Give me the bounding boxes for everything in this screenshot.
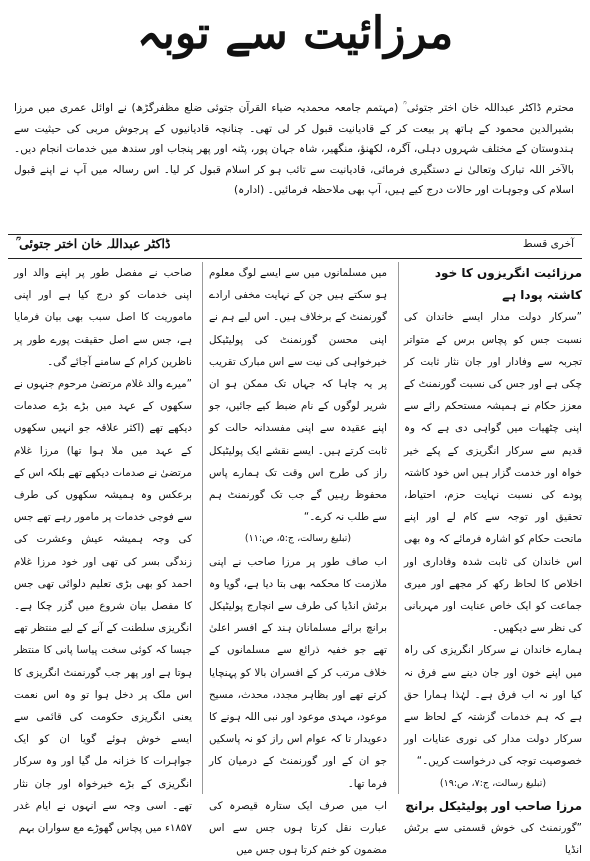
column-divider	[398, 262, 399, 794]
byline-divider	[8, 258, 582, 259]
column-heading: مرزا صاحب اور پولیٹیکل برانچ	[405, 798, 582, 813]
body-paragraph: ”میرے والد غلام مرتضیٰ مرحوم جنہوں نے سکھوں کے عہد میں بڑے بڑے صدمات دیکھے تھے (اکثر علاقہ جو انہیں سکھوں کے عہد میں ملا ہوا تھا) مرزا غلام مرتضیٰ نے صدمات دیکھے تھے بلکہ اس کے برعکس وہ ہمیشہ سکھوں کی طرف سے فوجی خدمات پر مامور رہے تھے جس کی وجہ ہمیشہ عیش وعشرت کی زندگی بسر کی تھی اور خود مرزا غلام احمد کو بھی بڑی تعلیم دلوائی تھی جس کا مفصل بیان شروع میں گزر چکا ہے۔ انگریزی سلطنت کے آنے کے لیے منتظر تھے جیسا کہ کوئی سخت پیاسا پانی کا منتظر ہوتا ہے اور پھر جب گورنمنٹ انگریزی کا اس ملک پر دخل ہوا تو وہ اس نعمت یعنی انگریزی حکومت کی قائمی سے ایسے خوش ہوئے گویا ان کو ایک جواہرات کا خزانہ مل گیا اور وہ سرکار انگریزی کے بڑے خیرخواہ اور جان نثار تھے۔ اسی وجہ سے انہوں نے ایام غدر ۱۸۵۷ء میں پچاس گھوڑے مع سواران بہم	[14, 378, 192, 835]
body-paragraph: اب میں صرف ایک ستارہ قیصرہ کی عبارت نقل کرتا ہوں جس سے اس مضمون کو ختم کرتا ہوں جس میں	[209, 799, 387, 857]
top-divider	[8, 234, 582, 235]
author-byline: ڈاکٹر عبداللہ خان اختر جتوئی ؒ	[16, 236, 171, 251]
citation: (تبلیغ رسالت، ج:۷، ص:۱۹)	[439, 777, 547, 789]
article-title: مرزائیت سے توبہ	[136, 8, 454, 59]
part-label: آخری قسط	[522, 238, 574, 250]
body-paragraph: میں مسلمانوں میں سے ایسے لوگ معلوم ہو سکتے ہیں جن کے نہایت مخفی ارادے گورنمنٹ کے برخلاف ہیں۔ اس لیے ہم نے اپنی محسن گورنمنٹ کی پولیٹیکل خیرخواہی کی نیت سے اس مبارک تقریب پر یہ چاہا کہ جہاں تک ممکن ہو ان شریر لوگوں کے نام ضبط کیے جائیں، جو اپنے عقیدہ سے اپنی مفسدانہ حالت کو ثابت کرتے ہیں۔ ایسے نقشے ایک پولیٹیکل راز کی طرح اس وقت تک ہمارے پاس محفوظ رہیں گے جب تک گورنمنٹ ہم سے طلب نہ کرے۔“	[209, 267, 387, 524]
column-right	[404, 262, 582, 857]
body-paragraph: ”گورنمنٹ کی خوش قسمتی سے برٹش انڈیا	[404, 822, 582, 857]
intro-paragraph: محترم ڈاکٹر عبداللہ خان اختر جتوئی ؒ (مہتمم جامعہ محمدیہ ضیاء القرآن جتوئی ضلع مظفرگڑھ) نے اوائل عمری میں مرزا بشیرالدین محمود کے ہاتھ پر بیعت کر کے قادیانیت قبول کر لی تھی۔ چنانچہ قادیانیوں کے پرجوش مربی کی حیثیت سے ہندوستان کے مختلف شہروں دہلی، آگرہ، لکھنؤ، منگھیر، شاہ جہان پور، پٹنہ اور پھر پنجاب اور سندھ میں خدمات انجام دیں۔ بالآخر اللہ تبارک وتعالیٰ نے دستگیری فرمائی، قادیانیت سے تائب ہو کر اسلام قبول کر لیا۔ اس رسالہ میں آپ نے اپنے قبول اسلام کی وجوہات اور حالات درج کیے ہیں، آپ بھی ملاحظہ فرمائیں۔ (ادارہ)	[14, 102, 574, 196]
column-middle	[209, 262, 387, 857]
column-divider	[202, 262, 203, 794]
body-paragraph: ”سرکار دولت مدار ایسے خاندان کی نسبت جس کو پچاس برس کے متواتر تجربہ سے وفادار اور جان نثار ثابت کر چکی ہے اور جس کی نسبت گورنمنٹ کے معزز حکام نے ہمیشہ مستحکم رائے سے اپنی چٹھیات میں گواہی دی ہے کہ وہ قدیم سے سرکار انگریزی کے پکے خیر خواہ اور خدمت گزار ہیں اس خود کاشتہ پودے کی نسبت نہایت حزم، احتیاط، تحقیق اور توجہ سے کام لے اور اپنے ماتحت حکام کو اشارہ فرمائے کہ وہ بھی اس خاندان کی ثابت شدہ وفاداری اور اخلاص کا لحاظ رکھ کر مجھے اور میری جماعت کو ایک خاص عنایت اور مہربانی کی نظر سے دیکھیں۔	[404, 311, 582, 635]
body-paragraph: اب صاف طور پر مرزا صاحب نے اپنی ملازمت کا محکمہ بھی بتا دیا ہے، گویا وہ برٹش انڈیا کی طرف سے انچارج پولیٹیکل برانچ برائے مسلمانان ہند کے افسر اعلیٰ تھے جو خفیہ ذرائع سے مسلمانوں کے خلاف مرتب کر کے افسران بالا کو پہنچایا کرتے تھے اور بظاہر مجدد، محدث، مسیح موعود، مہدی موعود اور نبی اللہ ہونے کا دعویدار تا کہ عوام اس راز کو نہ پاسکیں جو ان کے اور گورنمنٹ کے درمیان کار فرما تھا۔	[209, 555, 387, 790]
column-left	[14, 262, 192, 835]
body-paragraph: صاحب نے مفصل طور پر اپنے والد اور اپنی خدمات کو درج کیا ہے اور اپنی ماموریت کا اصل سبب بھی بیان فرمایا ہے، جس سے اصل حقیقت پورے طور پر ناظرین کرام کے سامنے آجائے گی۔	[14, 267, 192, 368]
body-paragraph: ہمارے خاندان نے سرکار انگریزی کی راہ میں اپنے خون اور جان دینے سے فرق نہ کیا اور نہ اب فرق ہے۔ لہٰذا ہمارا حق ہے کہ ہم خدمات گزشتہ کے لحاظ سے سرکار دولت مدار کی نوری عنایات اور خصوصیت توجہ کی درخواست کریں۔“	[404, 644, 582, 768]
citation: (تبلیغ رسالت، ج:۵، ص:۱۱)	[244, 533, 352, 545]
column-heading: مرزائیت انگریزوں کا خود کاشتہ پودا ہے	[434, 266, 582, 303]
